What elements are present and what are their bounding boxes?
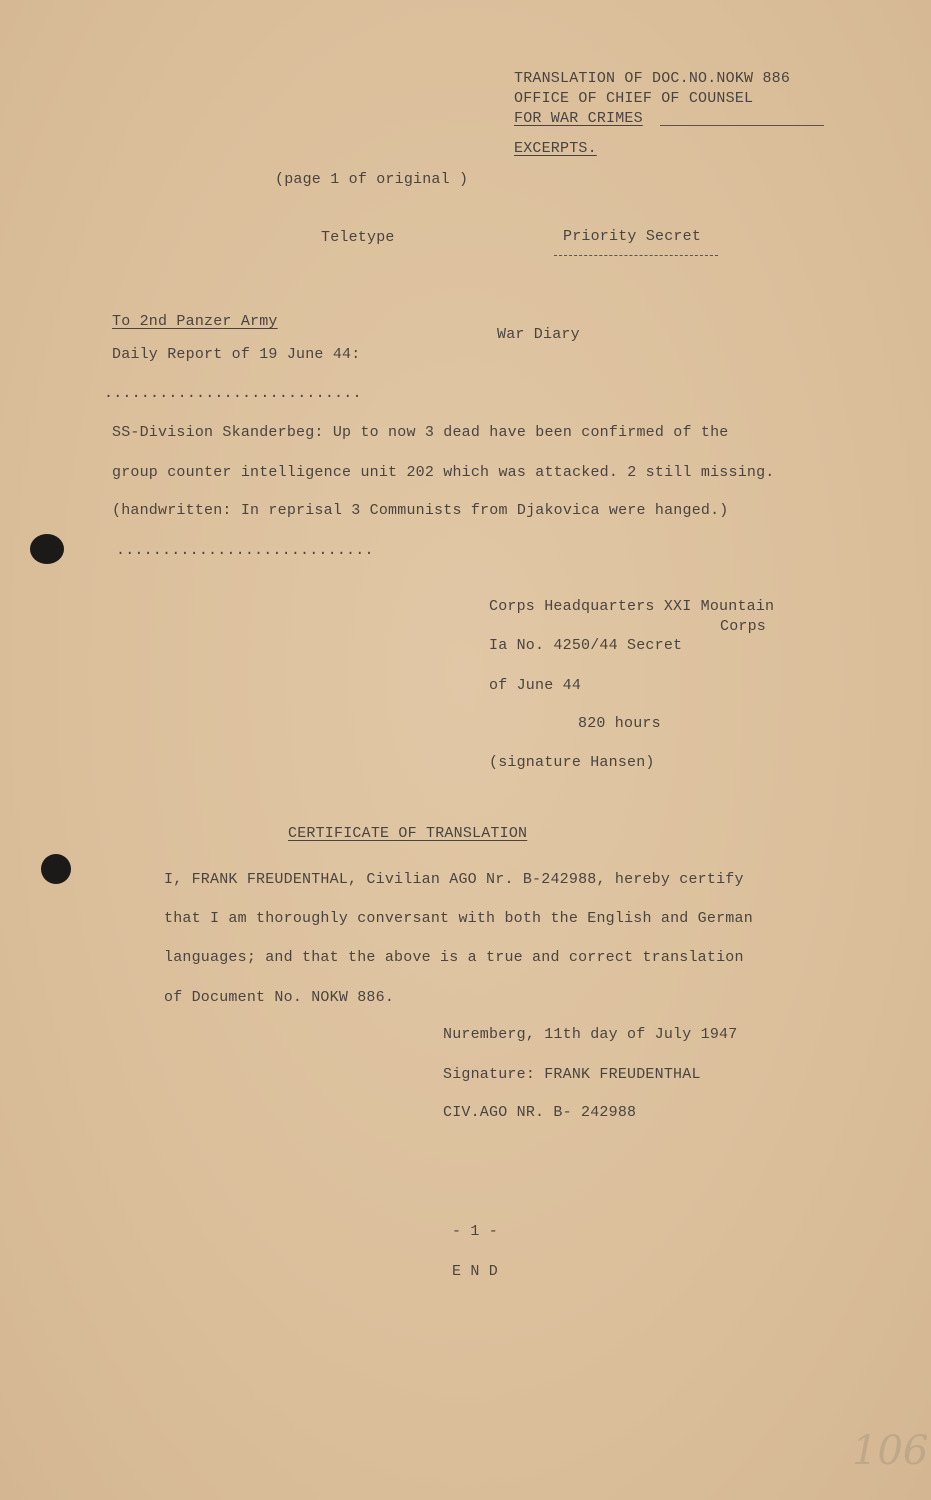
certificate-title: CERTIFICATE OF TRANSLATION — [288, 825, 528, 842]
recipient-line: To 2nd Panzer Army — [112, 313, 278, 330]
header-office-line: OFFICE OF CHIEF OF COUNSEL — [514, 90, 754, 107]
page-reference: (page 1 of original ) — [275, 171, 469, 188]
end-marker: E N D — [452, 1263, 499, 1280]
date-line: of June 44 — [489, 677, 582, 694]
certificate-line-1: I, FRANK FREUDENTHAL, Civilian AGO Nr. B-242988, hereby certify — [164, 871, 744, 888]
priority-secret-label: Priority Secret — [563, 228, 702, 245]
punch-hole — [30, 534, 64, 564]
ia-number-line: Ia No. 4250/44 Secret — [489, 637, 683, 654]
teletype-label: Teletype — [321, 229, 395, 246]
page-number: - 1 - — [452, 1223, 499, 1240]
header-war-crimes-line: FOR WAR CRIMES — [514, 110, 643, 127]
priority-underline — [554, 255, 718, 256]
corps-line: Corps — [720, 618, 767, 635]
dotted-separator: ............................ — [116, 542, 374, 559]
certificate-line-2: that I am thoroughly conversant with both the English and German — [164, 910, 753, 927]
excerpts-label: EXCERPTS. — [514, 140, 597, 157]
certificate-line-4: of Document No. NOKW 886. — [164, 989, 395, 1006]
signature-hansen-line: (signature Hansen) — [489, 754, 655, 771]
punch-hole — [41, 854, 71, 884]
corps-headquarters-line: Corps Headquarters XXI Mountain — [489, 598, 775, 615]
place-date-line: Nuremberg, 11th day of July 1947 — [443, 1026, 738, 1043]
body-line-3: (handwritten: In reprisal 3 Communists from Djakovica were hanged.) — [112, 502, 729, 519]
certificate-signature-line: Signature: FRANK FREUDENTHAL — [443, 1066, 701, 1083]
daily-report-line: Daily Report of 19 June 44: — [112, 346, 361, 363]
body-line-2: group counter intelligence unit 202 which was attacked. 2 still missing. — [112, 464, 775, 481]
certificate-line-3: languages; and that the above is a true and correct translation — [164, 949, 744, 966]
handwritten-page-number: 106 — [852, 1428, 929, 1474]
body-line-1: SS-Division Skanderbeg: Up to now 3 dead have been confirmed of the — [112, 424, 729, 441]
war-diary-label: War Diary — [497, 326, 580, 343]
header-translation-line: TRANSLATION OF DOC.NO.NOKW 886 — [514, 70, 791, 87]
header-underline — [660, 125, 824, 126]
hours-line: 820 hours — [578, 715, 661, 732]
dotted-separator: ............................ — [104, 385, 362, 402]
civ-ago-line: CIV.AGO NR. B- 242988 — [443, 1104, 637, 1121]
